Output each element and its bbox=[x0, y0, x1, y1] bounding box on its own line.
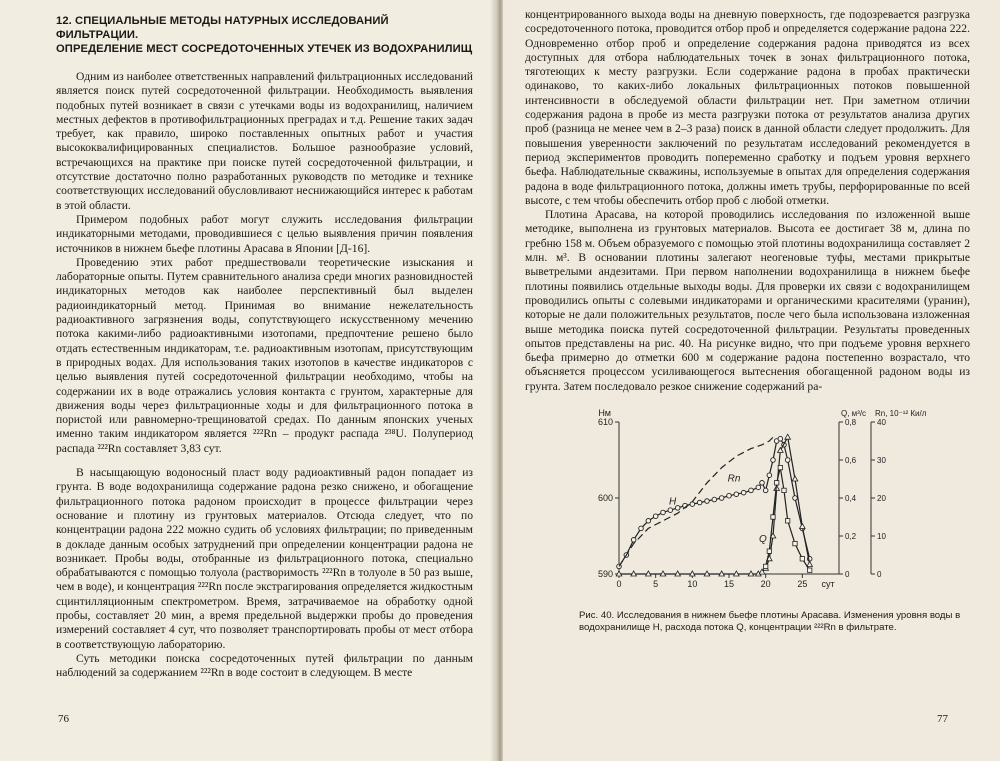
data-point-h bbox=[697, 500, 702, 505]
data-point-h bbox=[734, 492, 739, 497]
data-point-q bbox=[785, 434, 791, 439]
y-tick-label-q: 0,2 bbox=[845, 532, 857, 542]
data-point-h bbox=[763, 488, 768, 493]
y-tick-label-q: 0,8 bbox=[845, 418, 857, 428]
x-tick-label: 10 bbox=[687, 579, 698, 590]
data-point-q bbox=[807, 562, 813, 567]
data-point-q bbox=[778, 448, 784, 453]
data-point-h bbox=[719, 496, 724, 501]
data-point-rn-samples bbox=[793, 541, 797, 545]
data-point-q bbox=[800, 524, 806, 529]
data-point-rn-samples bbox=[785, 519, 789, 523]
y-tick-label-rn: 30 bbox=[877, 456, 886, 466]
data-point-h bbox=[712, 497, 717, 502]
data-point-h bbox=[705, 499, 710, 504]
y-tick-label-left: 600 bbox=[597, 493, 613, 504]
paragraph: Плотина Арасава, на которой проводились исследования по изложенной выше методике, выполнена из грунтовых материалов. Высота ее достигает 38 м, длина по гребню 158 м. Объем образуемого с помощью этой плотины водохранилища составляет 2 млн. м³. В основании плотины залегают неогеновые туфы, местами прикрытые выветрелыми андезитами. При первом наполнении водохранилища в нижнем бьефе плотины появились отдельные выходы воды. Для проверки их связи с водохранилищем проводились опыты с солевыми индикаторами и органическими красителями (уранин), которые не дали положительных результатов, после чего была использована изложенная выше методика поиска путей сосредоточенной фильтрации. Результаты проведенных опытов представлены на рис. 40. На рисунке видно, что при подъеме уровня верхнего бьефа примерно до отметки 600 м содержание радона постепенно возрастало, что объясняется процессом усиливающегося вытеснения обогащенной радоном воды из грунта. Затем последовало резкое снижение содержаний ра- bbox=[525, 208, 970, 393]
x-axis-label: сут bbox=[821, 579, 835, 590]
data-point-rn-samples bbox=[807, 568, 811, 572]
figure-40 bbox=[569, 404, 989, 634]
paragraph: Одним из наиболее ответственных направлений фильтрационных исследований является поиск путей сосредоточенной фильтрации. Необходимость выявления подобных путей возникает в связи с утечками воды из водохранилищ, наличием местных дефектов в противофильтрационных преградах и т.д. Решение таких задач требует, как правило, широко поставленных опытных работ и участия высококвалифицированных специалистов. Большое разнообразие условий, встречающихся на практике при поиске путей сосредоточенной фильтрации, и отсутствие достаточно полно разработанных руководств по методике и технике соответствующих исследований обусловливают неснижающийся интерес к работам в этой области. bbox=[56, 70, 473, 212]
data-point-h bbox=[756, 485, 761, 490]
data-point-h bbox=[631, 538, 636, 543]
y-axis-label-rn: Rn, 10⁻¹² Ки/л bbox=[875, 409, 927, 419]
y-tick-label-rn: 10 bbox=[877, 532, 886, 542]
data-point-h bbox=[661, 510, 666, 515]
data-point-h bbox=[668, 508, 673, 513]
data-point-h bbox=[653, 514, 658, 519]
series-label-rn: Rn bbox=[727, 473, 741, 485]
data-point-rn-samples bbox=[782, 488, 786, 492]
y-tick-label-q: 0,6 bbox=[845, 456, 857, 466]
data-point-h bbox=[793, 496, 798, 501]
paragraph: концентрированного выхода воды на дневную поверхность, где подозревается разгрузка сосредоточенного потока, проводится отбор проб и определяется содержание радона 222. Одновременно отбор проб и определение содержания радона приводятся из всех доступных для отбора наблюдательных точек в зонах фильтрационного потока, тяготеющих к месту разгрузки. Если содержание радона в пробах практически одинаково, то каких-либо локальных фильтрационных потоков повышенной интенсивности в обследуемой области фильтрации нет. При заметном отличии содержания радона в пробе из места разгрузки потока от результатов анализа других проб (разница не менее чем в 2–3 раза) поиск в данной области следует продолжить. Для повышения уверенности заключений по результатам исследований рекомендуется в период экспериментов проводить попеременно сработку и подъем уровня верхнего бьефа. Наблюдательные скважины, используемые в опытах для определения содержания радона в воде фильтрационного потока, должны иметь трубы, перфорированные по всей высоте, с тем чтобы обеспечить отбор проб с любой отметки. bbox=[525, 8, 970, 207]
data-point-h bbox=[767, 473, 772, 478]
series-label-q: Q bbox=[759, 534, 767, 546]
section-heading-line2: ОПРЕДЕЛЕНИЕ МЕСТ СОСРЕДОТОЧЕННЫХ УТЕЧЕК ИЗ ВОДОХРАНИЛИЩ bbox=[56, 43, 473, 55]
series-line-rn bbox=[619, 437, 773, 566]
data-point-rn-samples bbox=[800, 557, 804, 561]
series-line-h bbox=[619, 439, 810, 567]
y-axis-label-left: Нм bbox=[598, 408, 611, 419]
y-tick-label-rn: 20 bbox=[877, 494, 886, 504]
data-point-h bbox=[778, 436, 783, 441]
data-point-rn-samples bbox=[767, 549, 771, 553]
data-point-h bbox=[741, 490, 746, 495]
section-heading-line1: 12. СПЕЦИАЛЬНЫЕ МЕТОДЫ НАТУРНЫХ ИССЛЕДОВАНИЙ ФИЛЬТРАЦИИ. bbox=[56, 15, 389, 41]
y-axis-label-q: Q, м³/с bbox=[841, 409, 867, 419]
data-point-h bbox=[785, 458, 790, 463]
series-label-h: H bbox=[669, 496, 677, 508]
y-tick-label-q: 0,4 bbox=[845, 494, 857, 504]
paragraph: Проведению этих работ предшествовали теоретические изыскания и лабораторные опыты. Путем сравнительного анализа среди многих разновидностей индикаторных методов как наиболее перспективный был выделен радиоиндикаторный метод. Принимая во внимание нежелательность радиоактивного загрязнения воды, сопутствующего искусственному мечению потока какими-либо радиоактивными изотопами, предпочтение решено было отдать естественным индикаторам, т.е. радиоактивным изотопам, присутствующим в природных водах. Для использования таких изотопов в качестве индикаторов с целью выявления путей сосредоточенной фильтрации необходимо, чтобы на содержании их в воде отражались условия контакта с грунтом, характерные для движения воды через фильтрационные ходы и для фильтрационного потока в пористой или равномерно-трещиноватой средах. По данным японских ученых именно таким индикатором является ²²²Rn – продукт распада ²³⁸U. Полупериод распада ²²²Rn составляет 3,83 сут. bbox=[56, 255, 473, 455]
data-point-rn-samples bbox=[778, 465, 782, 469]
y-tick-label-left: 590 bbox=[597, 569, 613, 580]
right-page bbox=[503, 0, 1000, 761]
paragraph: Примером подобных работ могут служить исследования фильтрации индикаторными методами, проводившиеся с целью выявления причин появления источников в нижнем бьефе плотины Арасава в Японии [Д-16]. bbox=[56, 212, 473, 255]
data-point-h bbox=[639, 526, 644, 531]
x-tick-label: 15 bbox=[723, 579, 735, 590]
y-tick-label-left: 610 bbox=[597, 417, 613, 428]
page-number: 77 bbox=[937, 713, 948, 725]
chart bbox=[569, 404, 989, 604]
y-tick-label-rn: 0 bbox=[877, 570, 882, 580]
data-point-h bbox=[771, 458, 776, 463]
data-point-q bbox=[792, 476, 798, 481]
y-tick-label-rn: 40 bbox=[877, 418, 886, 428]
x-tick-label: 5 bbox=[653, 579, 659, 590]
data-point-rn-samples bbox=[763, 564, 767, 568]
y-tick-label-q: 0 bbox=[845, 570, 850, 580]
left-page bbox=[0, 0, 497, 761]
data-point-rn-samples bbox=[774, 481, 778, 485]
data-point-rn-samples bbox=[771, 515, 775, 519]
figure-caption: Рис. 40. Исследования в нижнем бьефе плотины Арасава. Изменения уровня воды в водохранилище H, расхода потока Q, концентрации ²²²Rn в фильтрате. bbox=[579, 610, 961, 634]
paragraph: В насыщающую водоносный пласт воду радиоактивный радон попадает из грунта. В воде водохранилища содержание радона резко снижено, и обогащение фильтрационного потока радоном происходит в процессе фильтрации через основание и плотину из грунтовых материалов. Отсюда следует, что по концентрации радона 222 можно судить об условиях фильтрации; по приведенным в докладе данным особых затруднений при определении концентрации радона не возникает. Пробы воды, отобранные из фильтрационного потока, специально обрабатываются с помощью толуола (растворимость ²²²Rn в толуоле в 50 раз выше, чем в воде), и концентрация ²²²Rn после экстрагирования определяется жидкостным сцинтилляционным спектрометром. Время, затрачиваемое на обработку одной пробы, составляет 20 мин, а время предельной выдержки пробы до проведения измерений составляет 4 сут, что позволяет транспортировать пробы от мест отбора в соответствующую лабораторию. bbox=[56, 466, 473, 651]
section-heading bbox=[56, 14, 473, 56]
series-line-q bbox=[619, 437, 810, 574]
paragraph: Суть методики поиска сосредоточенных путей фильтрации по данным наблюдений за содержанием ²²²Rn в воде состоит в следующем. В месте bbox=[56, 651, 473, 680]
data-point-h bbox=[749, 488, 754, 493]
data-point-h bbox=[727, 493, 732, 498]
x-tick-label: 0 bbox=[616, 579, 622, 590]
x-tick-label: 20 bbox=[760, 579, 771, 590]
x-tick-label: 25 bbox=[797, 579, 808, 590]
data-point-h bbox=[646, 519, 651, 524]
page-number: 76 bbox=[58, 713, 69, 725]
data-point-h bbox=[760, 481, 765, 486]
